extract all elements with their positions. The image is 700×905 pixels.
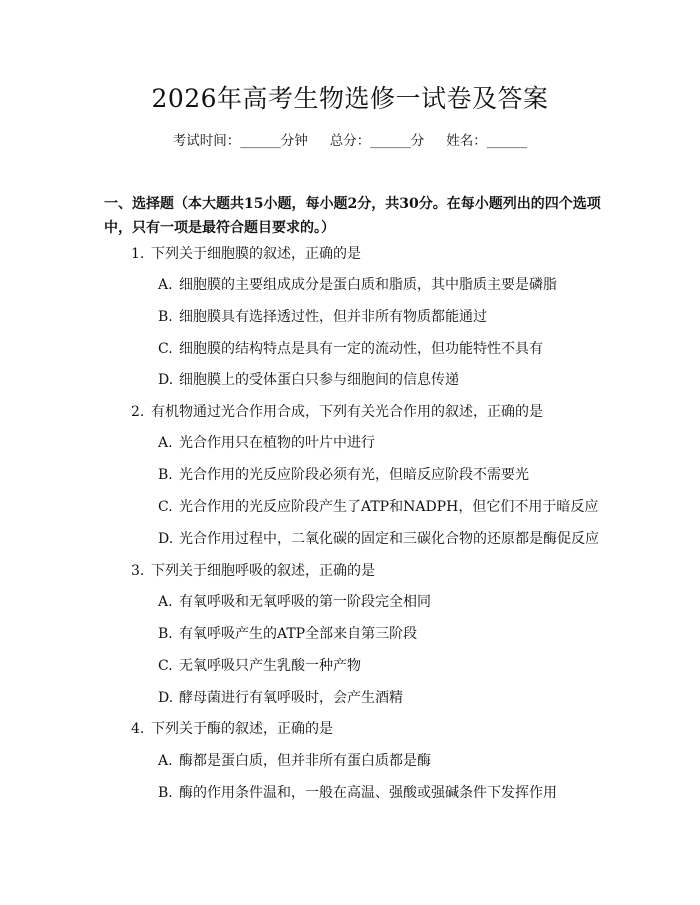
option-label: D.	[158, 690, 174, 706]
option-text: 光合作用的光反应阶段产生了ATP和NADPH，但它们不用于暗反应	[179, 499, 599, 515]
question-number: 2.	[131, 404, 145, 420]
exam-meta	[0, 131, 700, 151]
option-text: 无氧呼吸只产生乳酸一种产物	[179, 658, 361, 674]
question-2-option-c	[158, 497, 598, 517]
question-3-option-c	[158, 656, 361, 676]
option-label: C.	[158, 499, 173, 515]
option-text: 细胞膜的结构特点是具有一定的流动性，但功能特性不具有	[179, 341, 543, 357]
option-label: B.	[158, 309, 173, 325]
exam-time-field: 考试时间：______分钟	[172, 133, 308, 149]
option-text: 光合作用的光反应阶段必须有光，但暗反应阶段不需要光	[179, 467, 529, 483]
question-2-option-a	[158, 433, 375, 453]
option-text: 酶的作用条件温和，一般在高温、强酸或强碱条件下发挥作用	[179, 785, 557, 801]
question-4-option-a	[158, 751, 431, 771]
option-label: D.	[158, 531, 174, 547]
question-number: 3.	[131, 563, 145, 579]
question-number: 1.	[131, 246, 145, 262]
total-score-field: 总分：______分	[329, 133, 425, 149]
option-text: 细胞膜具有选择透过性，但并非所有物质都能通过	[179, 309, 487, 325]
option-label: D.	[158, 372, 174, 388]
page-title: 2026年高考生物选修一试卷及答案	[151, 84, 549, 113]
option-text: 细胞膜的主要组成成分是蛋白质和脂质，其中脂质主要是磷脂	[179, 277, 557, 293]
question-stem: 下列关于细胞呼吸的叙述，正确的是	[151, 563, 375, 579]
option-label: A.	[158, 753, 173, 769]
question-stem: 下列关于细胞膜的叙述，正确的是	[151, 246, 361, 262]
option-text: 有氧呼吸产生的ATP全部来自第三阶段	[179, 626, 418, 642]
option-label: B.	[158, 626, 173, 642]
question-4-option-b	[158, 783, 557, 803]
question-stem: 有机物通过光合作用合成，下列有关光合作用的叙述，正确的是	[151, 404, 543, 420]
option-label: A.	[158, 435, 173, 451]
question-1	[131, 244, 361, 264]
option-text: 光合作用过程中，二氧化碳的固定和三碳化合物的还原都是酶促反应	[179, 531, 599, 547]
option-label: C.	[158, 658, 173, 674]
section-heading: 一、选择题（本大题共15小题，每小题2分，共30分。在每小题列出的四个选项中，只有一项是最符合题目要求的。）	[104, 196, 601, 236]
question-1-option-c	[158, 339, 543, 359]
option-label: B.	[158, 467, 173, 483]
question-2-option-b	[158, 465, 529, 485]
question-3-option-a	[158, 592, 431, 612]
question-3-option-d	[158, 688, 403, 708]
question-1-option-d	[158, 370, 459, 390]
question-number: 4.	[131, 721, 145, 737]
question-3	[131, 561, 375, 581]
question-2-option-d	[158, 529, 599, 549]
option-label: C.	[158, 341, 173, 357]
option-text: 酵母菌进行有氧呼吸时，会产生酒精	[179, 690, 403, 706]
option-text: 酶都是蛋白质，但并非所有蛋白质都是酶	[179, 753, 431, 769]
option-text: 光合作用只在植物的叶片中进行	[179, 435, 375, 451]
question-1-option-b	[158, 307, 487, 327]
option-label: A.	[158, 277, 173, 293]
question-4	[131, 719, 333, 739]
question-stem: 下列关于酶的叙述，正确的是	[151, 721, 333, 737]
option-text: 细胞膜上的受体蛋白只参与细胞间的信息传递	[179, 372, 459, 388]
question-1-option-a	[158, 275, 557, 295]
question-3-option-b	[158, 624, 417, 644]
student-name-field: 姓名：______	[446, 133, 528, 149]
question-2	[131, 402, 543, 422]
option-label: A.	[158, 594, 173, 610]
option-label: B.	[158, 785, 173, 801]
option-text: 有氧呼吸和无氧呼吸的第一阶段完全相同	[179, 594, 431, 610]
